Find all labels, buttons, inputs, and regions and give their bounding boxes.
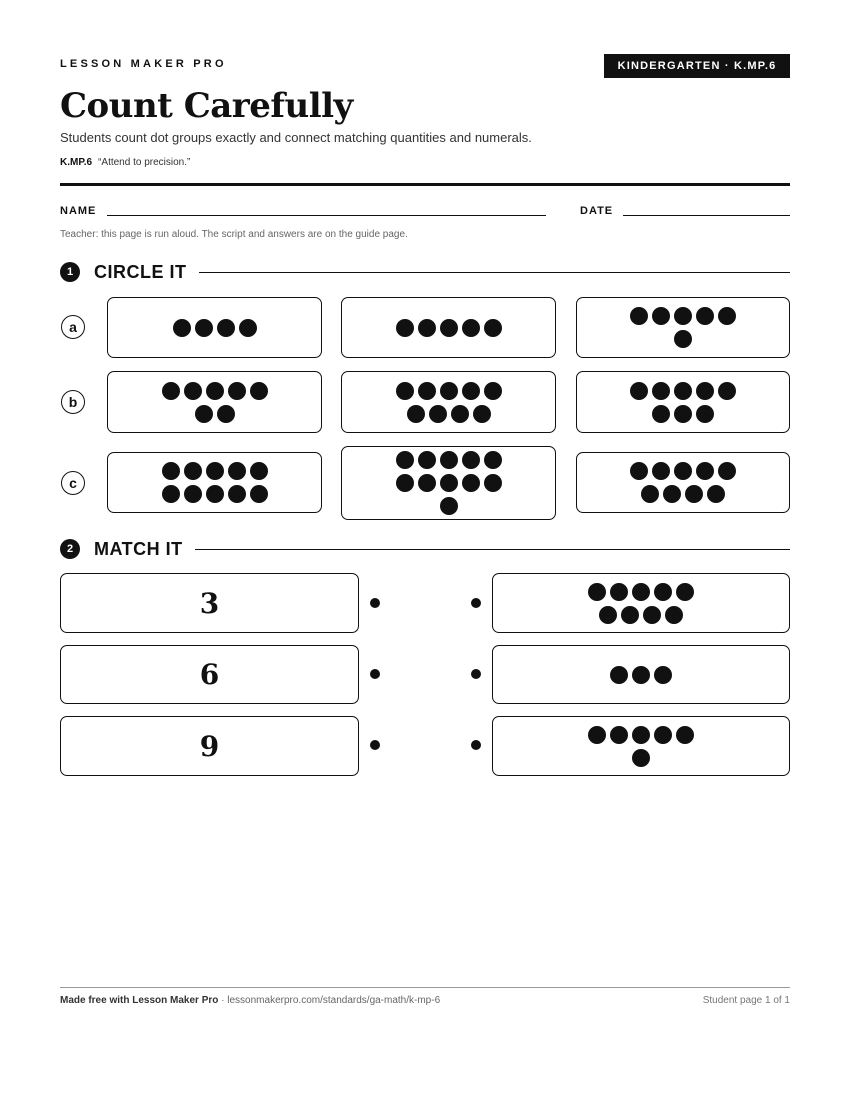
count-dot: [228, 382, 246, 400]
count-dot: [632, 749, 650, 767]
count-dot: [217, 319, 235, 337]
count-dot: [217, 405, 235, 423]
count-dot: [484, 451, 502, 469]
dot-group-box[interactable]: [341, 297, 556, 358]
section-title: MATCH IT: [94, 538, 183, 559]
dot-row: [396, 382, 502, 400]
count-dot: [696, 382, 714, 400]
section-title: CIRCLE IT: [94, 261, 187, 282]
count-dot: [652, 307, 670, 325]
count-dot: [206, 462, 224, 480]
count-dot: [685, 485, 703, 503]
dot-group-box[interactable]: [107, 452, 322, 513]
count-dot: [707, 485, 725, 503]
standard-quote: “Attend to precision.”: [98, 157, 191, 168]
dot-group: [610, 666, 672, 684]
count-dot: [184, 485, 202, 503]
count-dot: [429, 405, 447, 423]
count-dot: [418, 474, 436, 492]
count-dot: [654, 666, 672, 684]
dot-row: [440, 497, 458, 515]
match-connect-dot-right[interactable]: [471, 669, 481, 679]
count-dot: [239, 319, 257, 337]
count-dot: [418, 319, 436, 337]
count-dot: [162, 462, 180, 480]
count-dot: [228, 485, 246, 503]
dot-group: [396, 382, 502, 423]
count-dot: [473, 405, 491, 423]
dot-row: [610, 666, 672, 684]
dot-group-box[interactable]: [576, 452, 790, 513]
count-dot: [641, 485, 659, 503]
count-dot: [184, 462, 202, 480]
dot-group: [162, 462, 268, 503]
dot-row: [162, 382, 268, 400]
dot-row: [630, 382, 736, 400]
count-dot: [652, 382, 670, 400]
dot-row: [195, 405, 235, 423]
count-dot: [674, 382, 692, 400]
header-divider: [60, 183, 790, 186]
dot-group-box[interactable]: [341, 371, 556, 433]
dot-row: [599, 606, 683, 624]
count-dot: [588, 726, 606, 744]
section-rule: [199, 272, 791, 273]
footer-page-number: Student page 1 of 1: [702, 995, 790, 1006]
count-dot: [674, 330, 692, 348]
count-dot: [652, 405, 670, 423]
count-dot: [718, 462, 736, 480]
dot-row: [396, 319, 502, 337]
dot-group-box[interactable]: [107, 371, 322, 433]
page-subtitle: Students count dot groups exactly and connect matching quantities and numerals.: [60, 130, 532, 145]
section-number: 2: [60, 539, 80, 559]
dot-group: [588, 726, 694, 767]
count-dot: [696, 307, 714, 325]
dot-group-box[interactable]: [576, 371, 790, 433]
section-rule: [195, 549, 790, 550]
count-dot: [206, 485, 224, 503]
count-dot: [610, 666, 628, 684]
row-label-a: a: [61, 315, 85, 339]
count-dot: [676, 726, 694, 744]
name-field[interactable]: [107, 215, 546, 216]
dot-group: [630, 462, 736, 503]
match-connect-dot-right[interactable]: [471, 740, 481, 750]
count-dot: [654, 583, 672, 601]
page-title: Count Carefully: [60, 86, 353, 126]
numeral-box[interactable]: 6: [60, 645, 359, 704]
count-dot: [250, 485, 268, 503]
dot-group: [396, 319, 502, 337]
dot-group: [162, 382, 268, 423]
match-connect-dot-left[interactable]: [370, 598, 380, 608]
count-dot: [418, 451, 436, 469]
dot-group-box[interactable]: [107, 297, 322, 358]
dot-group-box[interactable]: [341, 446, 556, 520]
count-dot: [696, 405, 714, 423]
count-dot: [484, 319, 502, 337]
dot-row: [630, 462, 736, 480]
match-connect-dot-right[interactable]: [471, 598, 481, 608]
row-label-b: b: [61, 390, 85, 414]
match-dot-box[interactable]: [492, 716, 790, 776]
count-dot: [663, 485, 681, 503]
date-field[interactable]: [623, 215, 790, 216]
match-dot-box[interactable]: [492, 645, 790, 704]
count-dot: [462, 382, 480, 400]
count-dot: [676, 583, 694, 601]
dot-group: [630, 382, 736, 423]
dot-row: [641, 485, 725, 503]
count-dot: [621, 606, 639, 624]
count-dot: [674, 462, 692, 480]
dot-row: [162, 462, 268, 480]
count-dot: [696, 462, 714, 480]
match-connect-dot-left[interactable]: [370, 740, 380, 750]
dot-group: [173, 319, 257, 337]
count-dot: [665, 606, 683, 624]
brand-name: LESSON MAKER PRO: [60, 58, 227, 70]
count-dot: [162, 485, 180, 503]
dot-row: [173, 319, 257, 337]
dot-row: [652, 405, 714, 423]
count-dot: [440, 474, 458, 492]
count-dot: [718, 307, 736, 325]
count-dot: [652, 462, 670, 480]
numeral-box[interactable]: 9: [60, 716, 359, 776]
dot-group: [588, 583, 694, 624]
count-dot: [440, 319, 458, 337]
section-match-it-header: [60, 537, 790, 561]
count-dot: [396, 474, 414, 492]
count-dot: [396, 319, 414, 337]
count-dot: [610, 583, 628, 601]
count-dot: [418, 382, 436, 400]
count-dot: [630, 307, 648, 325]
count-dot: [462, 319, 480, 337]
count-dot: [228, 462, 246, 480]
footer-url[interactable]: · lessonmakerpro.com/standards/ga-math/k-mp-6: [218, 995, 441, 1006]
dot-group-box[interactable]: [576, 297, 790, 358]
count-dot: [440, 382, 458, 400]
dot-row: [407, 405, 491, 423]
count-dot: [718, 382, 736, 400]
count-dot: [588, 583, 606, 601]
row-label-c: c: [61, 471, 85, 495]
match-dot-box[interactable]: [492, 573, 790, 633]
footer-credit: [60, 995, 440, 1006]
dot-row: [396, 474, 502, 492]
count-dot: [451, 405, 469, 423]
footer-made-with: Made free with Lesson Maker Pro: [60, 995, 219, 1006]
count-dot: [643, 606, 661, 624]
count-dot: [407, 405, 425, 423]
count-dot: [632, 726, 650, 744]
dot-row: [588, 726, 694, 744]
count-dot: [396, 451, 414, 469]
count-dot: [462, 474, 480, 492]
count-dot: [173, 319, 191, 337]
standard-code: K.MP.6: [60, 157, 93, 168]
dot-group: [630, 307, 736, 348]
count-dot: [440, 497, 458, 515]
count-dot: [184, 382, 202, 400]
dot-row: [674, 330, 692, 348]
count-dot: [599, 606, 617, 624]
count-dot: [610, 726, 628, 744]
date-label: DATE: [580, 205, 614, 217]
dot-group: [396, 451, 502, 515]
dot-row: [396, 451, 502, 469]
count-dot: [195, 319, 213, 337]
standard-line: [60, 157, 190, 168]
count-dot: [440, 451, 458, 469]
count-dot: [250, 462, 268, 480]
count-dot: [162, 382, 180, 400]
count-dot: [484, 474, 502, 492]
count-dot: [674, 307, 692, 325]
count-dot: [396, 382, 414, 400]
name-label: NAME: [60, 205, 97, 217]
grade-badge: KINDERGARTEN · K.MP.6: [604, 54, 790, 78]
dot-row: [588, 583, 694, 601]
count-dot: [195, 405, 213, 423]
count-dot: [630, 382, 648, 400]
count-dot: [632, 666, 650, 684]
footer-divider: [60, 987, 790, 988]
numeral-box[interactable]: 3: [60, 573, 359, 633]
count-dot: [654, 726, 672, 744]
dot-row: [162, 485, 268, 503]
count-dot: [674, 405, 692, 423]
section-number: 1: [60, 262, 80, 282]
count-dot: [462, 451, 480, 469]
count-dot: [250, 382, 268, 400]
teacher-note: Teacher: this page is run aloud. The script and answers are on the guide page.: [60, 229, 408, 240]
count-dot: [632, 583, 650, 601]
count-dot: [206, 382, 224, 400]
match-connect-dot-left[interactable]: [370, 669, 380, 679]
dot-row: [632, 749, 650, 767]
count-dot: [630, 462, 648, 480]
dot-row: [630, 307, 736, 325]
section-circle-it-header: [60, 260, 790, 284]
count-dot: [484, 382, 502, 400]
